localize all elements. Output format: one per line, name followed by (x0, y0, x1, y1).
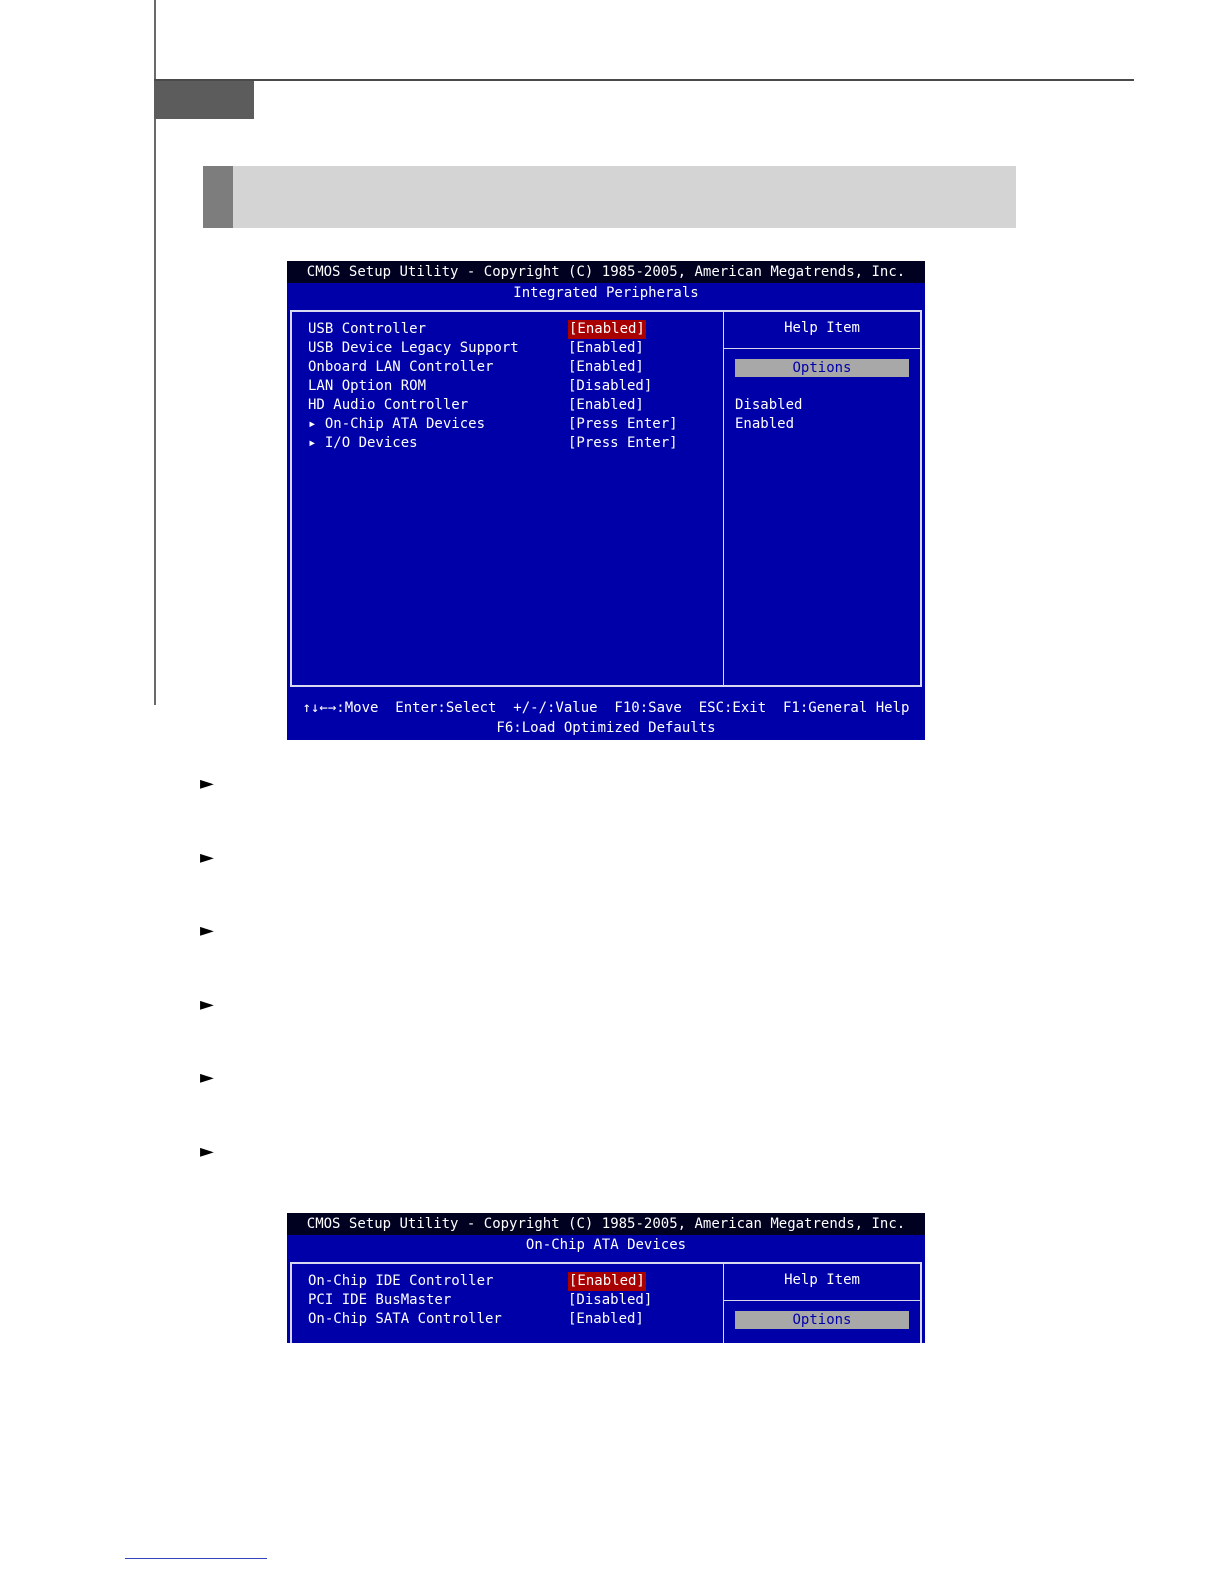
header-rule (154, 79, 1134, 81)
setting-onboard-lan-value[interactable]: [Enabled] (568, 359, 644, 375)
bios-main-frame (290, 1262, 922, 1343)
submenu-io-devices-label[interactable]: ▸ I/O Devices (308, 435, 418, 451)
help-rule (724, 1300, 920, 1301)
bullet-arrow-icon: ► (200, 847, 214, 868)
submenu-on-chip-ata-label[interactable]: ▸ On-Chip ATA Devices (308, 416, 486, 432)
bios-page-title: On-Chip ATA Devices (525, 1237, 687, 1253)
setting-on-chip-sata-value[interactable]: [Enabled] (568, 1311, 644, 1327)
help-item-title: Help Item (784, 1272, 860, 1288)
options-header: Options (735, 1311, 909, 1329)
setting-on-chip-ide-label[interactable]: On-Chip IDE Controller (308, 1273, 494, 1289)
bios-title-bar: CMOS Setup Utility - Copyright (C) 1985-2005, American Megatrends, Inc. (287, 261, 925, 283)
setting-usb-controller-label[interactable]: USB Controller (308, 321, 427, 337)
bios-title-bar: CMOS Setup Utility - Copyright (C) 1985-2005, American Megatrends, Inc. (287, 1213, 925, 1235)
options-header: Options (735, 359, 909, 377)
help-item-title: Help Item (784, 320, 860, 336)
setting-on-chip-sata-label[interactable]: On-Chip SATA Controller (308, 1311, 502, 1327)
bios-page-title: Integrated Peripherals (513, 285, 699, 301)
bullet-arrow-icon: ► (200, 920, 214, 941)
bullet-arrow-icon: ► (200, 1067, 214, 1088)
submenu-on-chip-ata-value[interactable]: [Press Enter] (568, 416, 678, 432)
setting-pci-ide-busmaster-label[interactable]: PCI IDE BusMaster (308, 1292, 452, 1308)
setting-usb-controller-value[interactable]: [Enabled] (569, 321, 645, 337)
bios-main-frame (290, 310, 922, 687)
setting-onboard-lan-label[interactable]: Onboard LAN Controller (308, 359, 494, 375)
bios-footer-defaults: F6:Load Optimized Defaults (496, 720, 716, 736)
bios-footer-keys: ↑↓←→:Move Enter:Select +/-/:Value F10:Save ESC:Exit F1:General Help (302, 700, 910, 716)
help-divider (723, 312, 724, 685)
help-option-enabled: Enabled (735, 416, 795, 432)
setting-on-chip-ide-value[interactable]: [Enabled] (569, 1273, 645, 1289)
setting-hd-audio-value[interactable]: [Enabled] (568, 397, 644, 413)
bios-screen-on-chip-ata (287, 1213, 925, 1343)
bios-screen-integrated-peripherals (287, 261, 925, 740)
help-option-disabled: Disabled (735, 397, 803, 413)
setting-lan-option-rom-value[interactable]: [Disabled] (568, 378, 653, 394)
footnote-rule (125, 1558, 267, 1559)
bullet-arrow-icon: ► (200, 773, 214, 794)
setting-usb-legacy-value[interactable]: [Enabled] (568, 340, 644, 356)
bullet-arrow-icon: ► (200, 994, 214, 1015)
chapter-tab (154, 81, 254, 119)
section-heading-marker (203, 166, 233, 228)
submenu-io-devices-value[interactable]: [Press Enter] (568, 435, 678, 451)
setting-lan-option-rom-label[interactable]: LAN Option ROM (308, 378, 427, 394)
setting-hd-audio-label[interactable]: HD Audio Controller (308, 397, 469, 413)
help-rule (724, 348, 920, 349)
setting-usb-legacy-label[interactable]: USB Device Legacy Support (308, 340, 519, 356)
bullet-arrow-icon: ► (200, 1141, 214, 1162)
setting-pci-ide-busmaster-value[interactable]: [Disabled] (568, 1292, 653, 1308)
section-heading-band (203, 166, 1016, 228)
